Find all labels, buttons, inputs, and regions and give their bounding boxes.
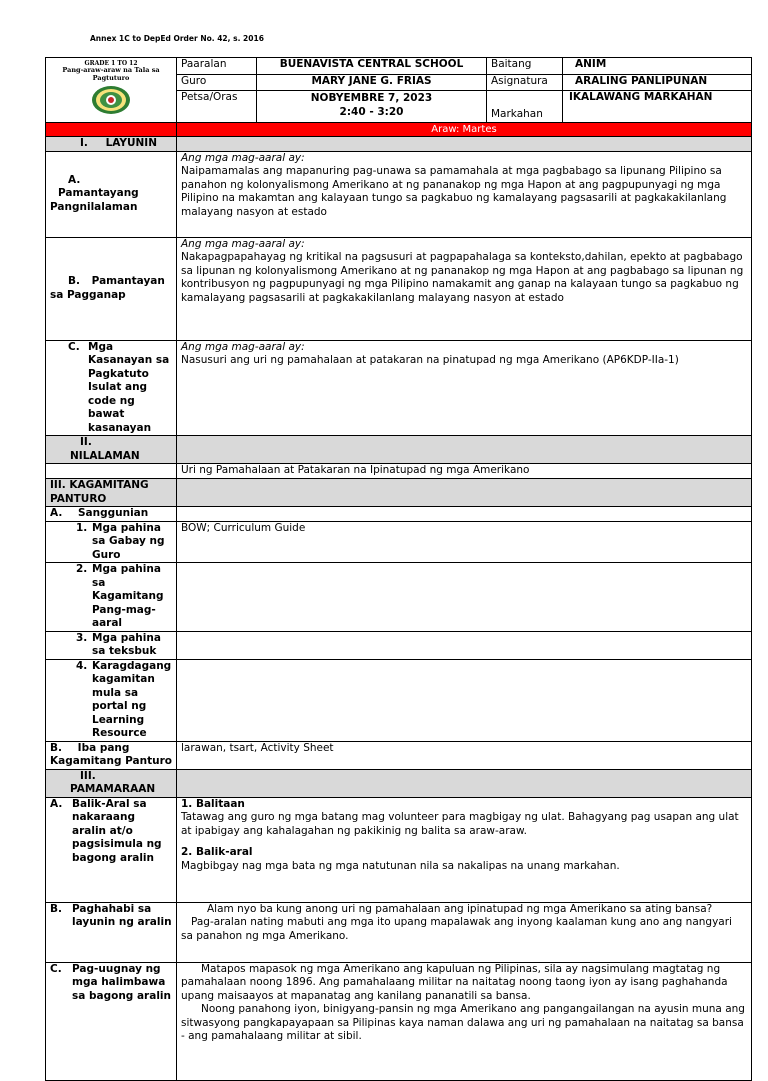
item-1-label: Mga pahina sa Gabay ng Guro <box>92 521 165 561</box>
petsa-time: 2:40 - 3:20 <box>339 106 404 119</box>
pamantayang-pangnilalaman-label <box>46 151 177 237</box>
karagdagang-kagamitan-label <box>46 659 177 741</box>
pamantayan-pagganap-content <box>177 237 752 340</box>
kasanayan-content <box>177 340 752 436</box>
deped-seal-icon <box>91 85 131 115</box>
paghahabi-label <box>46 902 177 962</box>
item-4-num: 4. <box>76 659 88 672</box>
petsa-label: Petsa/Oras <box>177 91 257 122</box>
pam-b-num: B. <box>50 902 62 915</box>
item-3-label: Mga pahina sa teksbuk <box>92 631 161 657</box>
nilalaman-num: II. <box>80 436 92 448</box>
kagamitang-pang-mag-aaral-label <box>46 563 177 632</box>
paghahabi-text-2: Pag-aralan nating mabuti ang mga ito upang mapalawak ang inyong kaalaman kung ano ang nangyari sa panahon ng mga Amerikano. <box>181 916 732 942</box>
balik-aral-label <box>46 797 177 902</box>
nilalaman-heading-fill <box>177 436 752 464</box>
layunin-heading <box>46 136 177 151</box>
sanggunian-label <box>46 507 177 522</box>
sanggunian-blank <box>177 507 752 522</box>
nilalaman-left-blank <box>46 464 177 479</box>
item-2-label: Mga pahina sa Kagamitang Pang-mag-aaral <box>92 563 164 629</box>
paghahabi-content <box>177 902 752 962</box>
iba-pang-num: B. <box>50 741 62 754</box>
karagdagang-kagamitan-value <box>177 659 752 741</box>
nilalaman-text: Uri ng Pamahalaan at Patakaran na Ipinatupad ng mga Amerikano <box>177 464 752 479</box>
pamamaraan-label: PAMAMARAAN <box>70 783 156 795</box>
lead-text: Ang mga mag-aaral ay: <box>181 340 305 353</box>
sanggunian-text: Sanggunian <box>77 507 149 519</box>
kagamitang-pang-mag-aaral-value <box>177 563 752 632</box>
paghahabi-text-1: Alam nyo ba kung anong uri ng pamahalaan ang ipinatupad ng mga Amerikano sa ating bansa? <box>207 902 713 915</box>
baitang-value: ANIM <box>563 58 752 75</box>
kagamitan-heading-fill <box>177 479 752 507</box>
school-logo-block <box>46 58 177 123</box>
lesson-log-table <box>45 57 752 1081</box>
markahan-label: Markahan <box>487 91 563 122</box>
balik-aral-heading: 2. Balik-aral <box>181 846 253 858</box>
pag-uugnay-text-1: Matapos mapasok ng mga Amerikano ang kapuluan ng Pilipinas, sila ay nagsimulang magtatag ng pamahalaan noong 1896. Ang pamahalaang militar na naitatag noong taong iyon ay isang paghahanda upang maisaayos at mapanatag ang kanilang pananatili sa bansa. <box>181 962 728 1002</box>
item-c-num: C. <box>68 340 80 353</box>
pam-c-num: C. <box>50 962 62 975</box>
item-3-num: 3. <box>76 631 88 644</box>
item-c-label: Mga Kasanayan sa Pagkatuto Isulat ang code ng bawat kasanayan <box>88 340 170 434</box>
pag-uugnay-content <box>177 962 752 1080</box>
layunin-num: I. <box>80 136 88 149</box>
asignatura-value: ARALING PANLIPUNAN <box>563 74 752 91</box>
layunin-label: LAYUNIN <box>105 136 157 149</box>
annex-reference: Annex 1C to DepEd Order No. 42, s. 2016 <box>90 34 264 43</box>
item-b-num: B. <box>68 275 80 287</box>
balik-aral-text: Magbibgay nag mga bata ng mga natutunan nila sa nakalipas na unang markahan. <box>181 859 620 872</box>
markahan-value: IKALAWANG MARKAHAN <box>563 91 752 122</box>
pamantayan-pagganap-label <box>46 237 177 340</box>
logo-grade-text: GRADE 1 TO 12 <box>84 60 138 67</box>
kasanayan-label <box>46 340 177 436</box>
pag-uugnay-text-2: Noong panahong iyon, binigyang-pansin ng mga Amerikano ang pangangailangan na ayusin muna ang sitwasyong pangkapayapaan sa Pilipinas kaya naman dalawa ang uri ng pamahalaan na naitatag sa bansa - ang pamahalaang militar at sibil. <box>181 1003 745 1042</box>
guro-label: Guro <box>177 74 257 91</box>
balitaan-text: Tatawag ang guro ng mga batang mag volunteer para magbigay ng ulat. Bahagyang pag usapan ang ulat at ipabigay ang kahalagahan ng pakikinig ng balita sa araw-araw. <box>181 811 739 837</box>
petsa-value <box>257 91 487 122</box>
item-a-num: A. <box>68 173 81 186</box>
petsa-date: NOBYEMBRE 7, 2023 <box>310 92 433 105</box>
teksbuk-label <box>46 631 177 659</box>
baitang-label: Baitang <box>487 58 563 75</box>
asignatura-label: Asignatura <box>487 74 563 91</box>
item-a-label: Pamantayang Pangnilalaman <box>50 187 139 213</box>
nilalaman-heading <box>46 436 177 464</box>
guro-value: MARY JANE G. FRIAS <box>257 74 487 91</box>
lead-text: Ang mga mag-aaral ay: <box>181 151 305 164</box>
day-bar-left <box>46 122 177 136</box>
pamantayang-pangnilalaman-text: Naipamamalas ang mapanuring pag-unawa sa pamamahala at mga pagbabago sa lipunang Pilipino sa panahon ng kolonyalismong Amerikano at ng pananakop ng mga Hapon at ang pagpupunyagi ng mga Pilipino na makamtan ang kalayaan tungo sa pagkabuo ng kamalayang pagsasarili at pagkakakilanlang malayang nasyon at estado <box>181 165 727 218</box>
pam-b-label: Paghahabi sa layunin ng aralin <box>72 902 172 928</box>
sanggunian-num: A. <box>50 507 63 519</box>
spacer <box>181 838 747 846</box>
nilalaman-label: NILALAMAN <box>70 449 140 462</box>
pag-uugnay-label <box>46 962 177 1080</box>
logo-title-text: Pang-araw-araw na Tala sa Pagtuturo <box>62 66 160 82</box>
pamamaraan-heading-fill <box>177 769 752 797</box>
balik-aral-content <box>177 797 752 902</box>
gabay-guro-value: BOW; Curriculum Guide <box>177 521 752 563</box>
iba-pang-kagamitan-label <box>46 741 177 769</box>
pamantayang-pangnilalaman-content <box>177 151 752 237</box>
item-1-num: 1. <box>76 521 88 534</box>
kagamitan-heading: III. KAGAMITANG PANTURO <box>46 479 177 507</box>
pam-a-label: Balik-Aral sa nakaraang aralin at/o pagsisimula ng bagong aralin <box>72 797 162 864</box>
day-label: Araw: Martes <box>177 122 752 136</box>
item-2-num: 2. <box>76 563 88 575</box>
pamamaraan-num: III. <box>80 769 96 782</box>
paaralan-label: Paaralan <box>177 58 257 75</box>
gabay-guro-label <box>46 521 177 563</box>
balitaan-heading: 1. Balitaan <box>181 797 245 810</box>
kasanayan-text: Nasusuri ang uri ng pamahalaan at patakaran na pinatupad ng mga Amerikano (AP6KDP-IIa-1) <box>181 354 679 366</box>
pamamaraan-heading <box>46 769 177 797</box>
layunin-heading-fill <box>177 136 752 151</box>
iba-pang-text: Iba pang Kagamitang Panturo <box>50 741 172 767</box>
item-b-label: Pamantayan sa Pagganap <box>50 275 165 301</box>
item-4-label: Karagdagang kagamitan mula sa portal ng Learning Resource <box>92 659 172 739</box>
pam-a-num: A. <box>50 797 63 810</box>
teksbuk-value <box>177 631 752 659</box>
pamantayan-pagganap-text: Nakapagpapahayag ng kritikal na pagsusuri at pagpapahalaga sa konteksto,dahilan, epekto at pagbabago sa lipunan ng kolonyalismong Amerikano at ng pananakop ng mga Hapon at ang pagbabago sa lipunan ng kontribusyon ng pagpupunyagi ng mga Pilipino namakamit ang ganap na kalayaan tungo sa pagkabuo ng kamalayang pagsasarili at pagkakakilanlang malayang nasyon at estado <box>181 251 744 304</box>
paaralan-value: BUENAVISTA CENTRAL SCHOOL <box>257 58 487 75</box>
lead-text: Ang mga mag-aaral ay: <box>181 237 305 250</box>
pam-c-label: Pag-uugnay ng mga halimbawa sa bagong aralin <box>72 962 171 1002</box>
iba-pang-kagamitan-value: larawan, tsart, Activity Sheet <box>177 741 752 769</box>
